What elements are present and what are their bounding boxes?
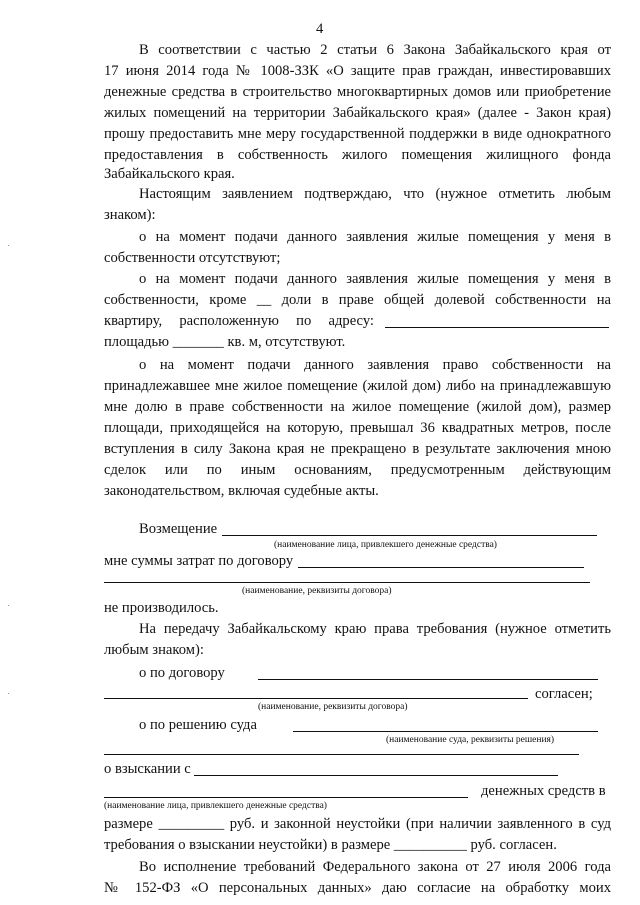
scan-mark bbox=[8, 245, 9, 246]
paragraph-line: знаком): bbox=[104, 207, 156, 223]
address-field[interactable] bbox=[385, 327, 609, 328]
option-line: собственности, кроме __ доли в праве общей долевой собственности на bbox=[104, 292, 611, 308]
paragraph-line: предоставления в собственность жилого помещения жилищного фонда bbox=[104, 147, 611, 163]
scan-mark bbox=[8, 605, 9, 606]
contract-label: мне суммы затрат по договору bbox=[104, 553, 294, 569]
option-by-court: о по решению суда bbox=[139, 717, 257, 733]
option-line: площади, приходящейся на которую, превышал 36 квадратных метров, после bbox=[104, 420, 611, 436]
paragraph-line: любым знаком): bbox=[104, 642, 204, 658]
field-hint: (наименование лица, привлекшего денежные средства) bbox=[104, 801, 327, 811]
court-field[interactable] bbox=[293, 731, 598, 732]
paragraph-line: денежные средства в строительство многоквартирных домов или приобретение bbox=[104, 84, 611, 100]
field-hint: (наименование, реквизиты договора) bbox=[258, 702, 408, 712]
field-hint: (наименование, реквизиты договора) bbox=[242, 586, 392, 596]
paragraph-line: не производилось. bbox=[104, 600, 219, 616]
option-line: мне долю в праве собственности на жилое помещение (жилой дом), размер bbox=[104, 399, 611, 415]
agree-text: согласен; bbox=[535, 686, 593, 702]
option-line: площадью _______ кв. м, отсутствуют. bbox=[104, 334, 346, 350]
option-line: вступления в силу Закона края не прекращено в результате заключения мною bbox=[104, 441, 611, 457]
option-line: квартиру, расположенную по адресу: bbox=[104, 313, 374, 329]
paragraph-line: В соответствии с частью 2 статьи 6 Закона Забайкальского края от bbox=[139, 42, 611, 58]
option-line: о на момент подачи данного заявления право собственности на bbox=[139, 357, 611, 373]
option-line: о на момент подачи данного заявления жилые помещения у меня в bbox=[139, 271, 611, 287]
paragraph-line: Настоящим заявлением подтверждаю, что (нужное отметить любым bbox=[139, 186, 611, 202]
field-hint: (наименование суда, реквизиты решения) bbox=[386, 735, 555, 745]
compensation-person-field[interactable] bbox=[222, 535, 597, 536]
transfer-contract-field[interactable] bbox=[258, 679, 598, 680]
paragraph-line: 17 июня 2014 года № 1008-ЗЗК «О защите прав граждан, инвестировавших bbox=[104, 63, 611, 79]
paragraph-line: № 152-ФЗ «О персональных данных» даю согласие на обработку моих bbox=[104, 880, 611, 896]
scan-mark bbox=[8, 693, 9, 694]
contract-field-line2[interactable] bbox=[104, 582, 590, 583]
paragraph-line: Во исполнение требований Федерального закона от 27 июля 2006 года bbox=[139, 859, 611, 875]
option-line: законодательством, включая судебные акты. bbox=[104, 483, 379, 499]
recovery-label: о взыскании с bbox=[104, 761, 191, 777]
recovery-person-field-line2[interactable] bbox=[104, 797, 468, 798]
paragraph-line: размере _________ руб. и законной неустойки (при наличии заявленного в суд bbox=[104, 816, 611, 832]
paragraph-line: требования о взыскании неустойки) в размере __________ руб. согласен. bbox=[104, 837, 557, 853]
option-line: принадлежавшее мне жилое помещение (жилой дом) либо на принадлежавшую bbox=[104, 378, 611, 394]
compensation-label: Возмещение bbox=[139, 521, 218, 537]
paragraph-line: На передачу Забайкальскому краю права требования (нужное отметить bbox=[139, 621, 611, 637]
paragraph-line: прошу предоставить мне меру государственной поддержки в виде однократного bbox=[104, 126, 611, 142]
option-line: сделок или по иным основаниям, предусмотренным действующим bbox=[104, 462, 611, 478]
field-hint: (наименование лица, привлекшего денежные средства) bbox=[274, 540, 497, 550]
paragraph-line: жилых помещений на территории Забайкальского края» (далее - Закон края) bbox=[104, 105, 611, 121]
transfer-contract-field-line2[interactable] bbox=[104, 698, 528, 699]
page-number: 4 bbox=[316, 21, 324, 37]
option-line: собственности отсутствуют; bbox=[104, 250, 281, 266]
court-field-line2[interactable] bbox=[104, 754, 579, 755]
money-text: денежных средств в bbox=[481, 783, 606, 799]
option-by-contract: о по договору bbox=[139, 665, 225, 681]
contract-field[interactable] bbox=[298, 567, 584, 568]
recovery-person-field[interactable] bbox=[194, 775, 558, 776]
paragraph-line: Забайкальского края. bbox=[104, 166, 235, 182]
option-line: о на момент подачи данного заявления жилые помещения у меня в bbox=[139, 229, 611, 245]
